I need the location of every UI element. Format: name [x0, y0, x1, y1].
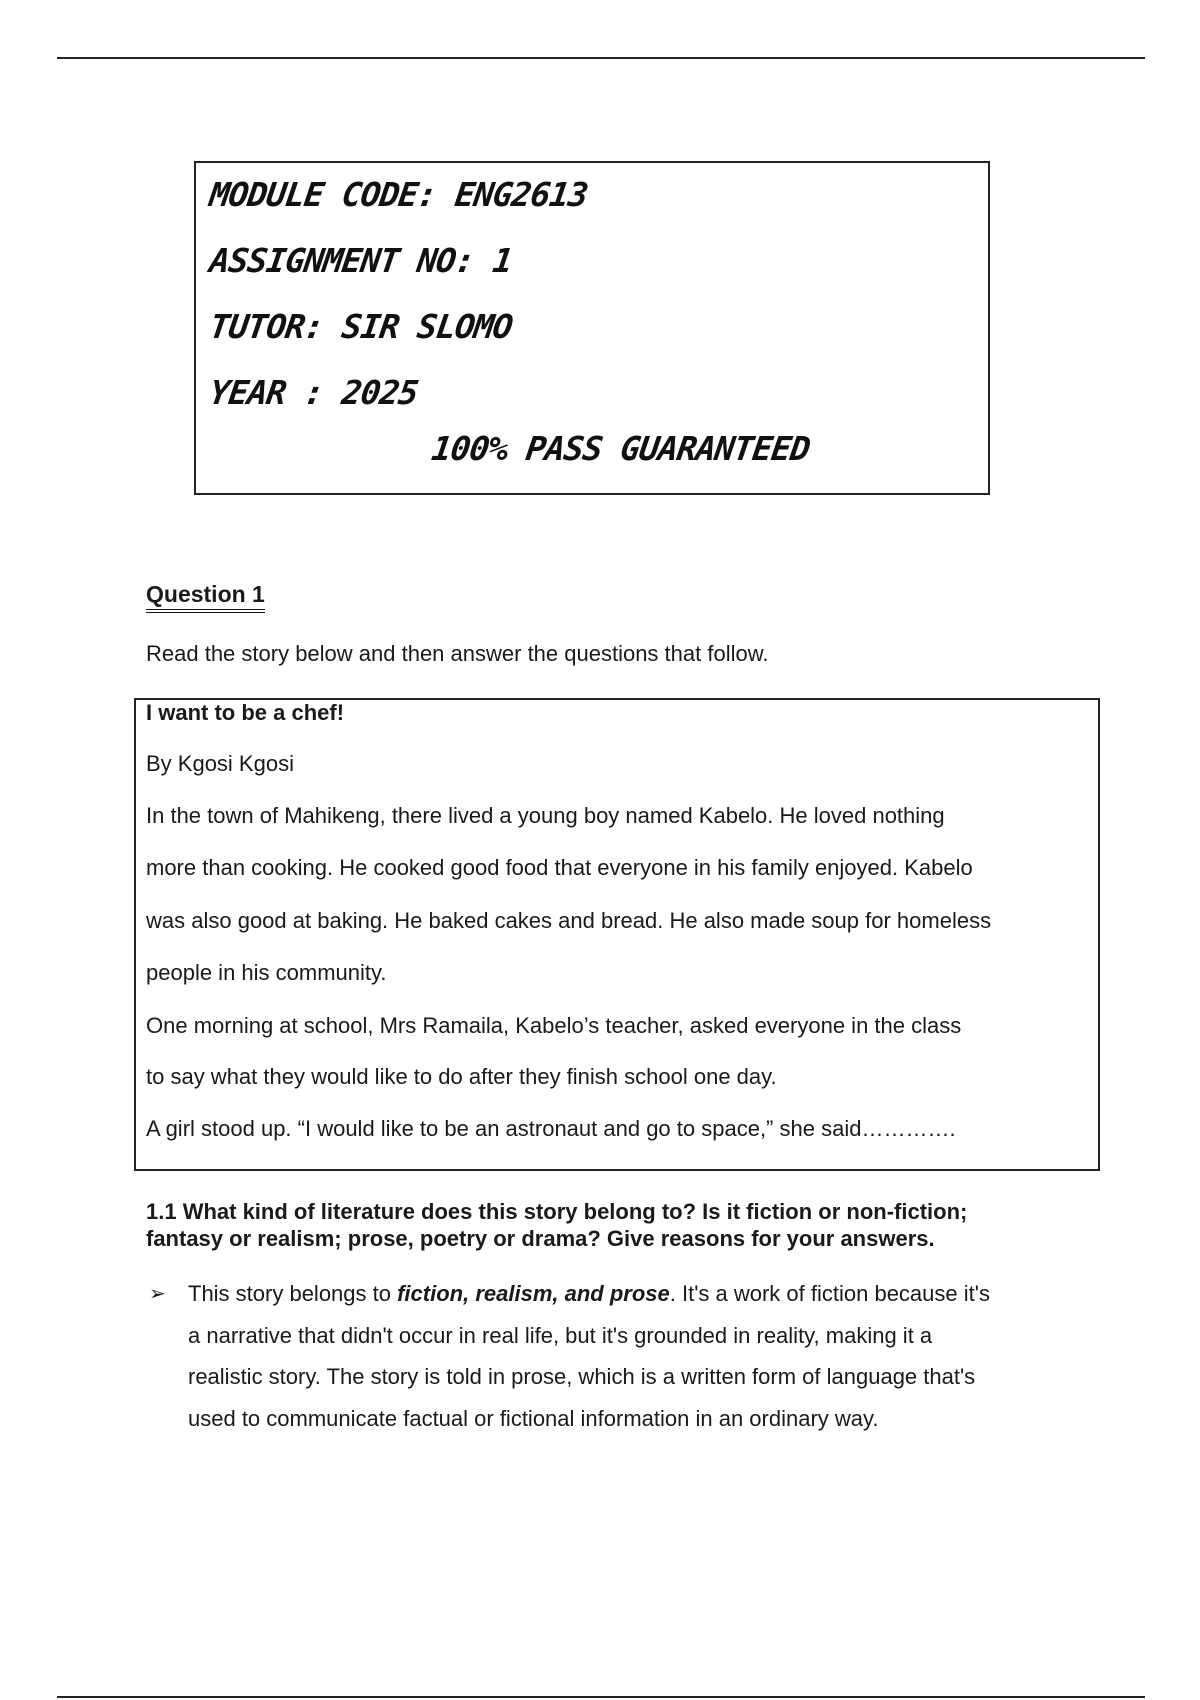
- story-line: to say what they would like to do after they finish school one day.: [146, 1064, 777, 1089]
- question-instruction: Read the story below and then answer the questions that follow.: [146, 641, 769, 666]
- answer-suffix: . It's a work of fiction because it's: [669, 1281, 990, 1306]
- answer-line: [188, 1281, 990, 1307]
- answer-emphasis: fiction, realism, and prose: [397, 1281, 670, 1306]
- year: YEAR : 2025: [207, 373, 421, 412]
- story-line: A girl stood up. “I would like to be an astronaut and go to space,” she said………….: [146, 1116, 956, 1141]
- story-line: more than cooking. He cooked good food that everyone in his family enjoyed. Kabelo: [146, 855, 973, 880]
- story-box: [134, 698, 1100, 1171]
- pass-guarantee: 100% PASS GUARANTEED: [429, 429, 813, 468]
- question-heading: Question 1: [146, 581, 265, 613]
- story-line: was also good at baking. He baked cakes and bread. He also made soup for homeless: [146, 908, 992, 933]
- module-code: MODULE CODE: ENG2613: [207, 175, 591, 214]
- answer-line: used to communicate factual or fictional information in an ordinary way.: [188, 1406, 879, 1431]
- story-author: By Kgosi Kgosi: [146, 751, 294, 776]
- question-1-1-line2: fantasy or realism; prose, poetry or drama? Give reasons for your answers.: [146, 1226, 935, 1251]
- story-line: One morning at school, Mrs Ramaila, Kabelo’s teacher, asked everyone in the class: [146, 1013, 962, 1038]
- question-1-1-line1: 1.1 What kind of literature does this story belong to? Is it fiction or non-fiction;: [146, 1199, 968, 1224]
- arrow-bullet-icon: ➢: [149, 1283, 166, 1305]
- story-line: In the town of Mahikeng, there lived a young boy named Kabelo. He loved nothing: [146, 803, 945, 828]
- answer-line: realistic story. The story is told in prose, which is a written form of language that's: [188, 1364, 976, 1389]
- bottom-rule: [57, 1696, 1145, 1698]
- top-rule: [57, 57, 1145, 59]
- answer-line: a narrative that didn't occur in real life, but it's grounded in reality, making it a: [188, 1323, 933, 1348]
- tutor-name: TUTOR: SIR SLOMO: [207, 307, 515, 346]
- assignment-header-box: [194, 161, 990, 495]
- question-1-1: [146, 1198, 1106, 1252]
- assignment-number: ASSIGNMENT NO: 1: [207, 241, 515, 280]
- story-line: people in his community.: [146, 960, 387, 985]
- story-title: I want to be a chef!: [146, 700, 345, 725]
- answer-prefix: This story belongs to: [188, 1281, 398, 1306]
